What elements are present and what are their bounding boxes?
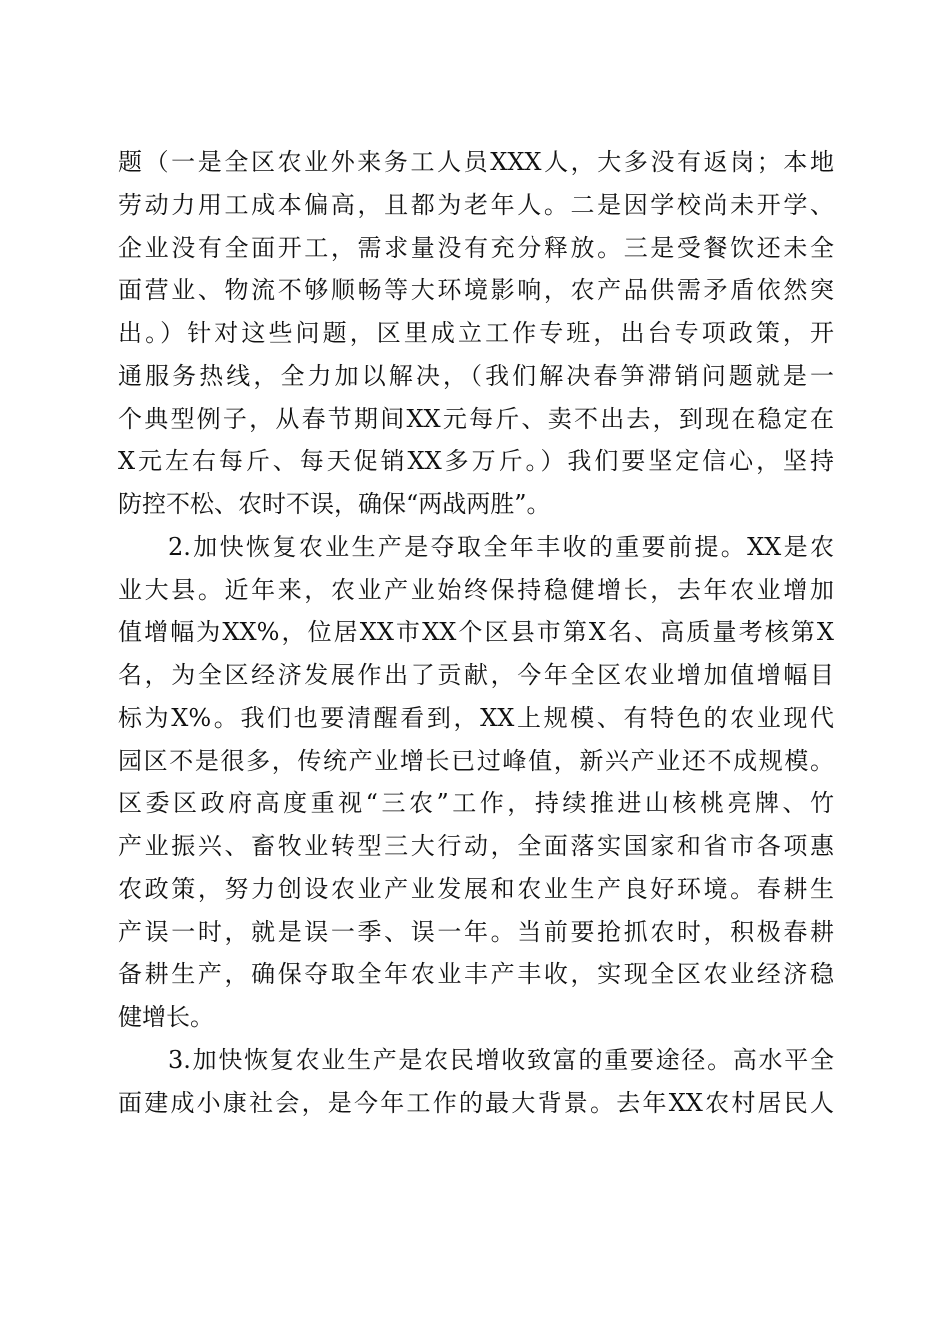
paragraph-1 <box>118 141 834 526</box>
text-line: 企业没有全面开工，需求量没有充分释放。三是受餐饮还未全 <box>118 233 834 262</box>
text-line: 值增幅为XX%，位居XX市XX个区县市第X名、高质量考核第X <box>118 618 834 647</box>
text-line: 农政策，努力创设农业产业发展和农业生产良好环境。春耕生 <box>118 874 834 903</box>
text-line: 题（一是全区农业外来务工人员XXX人，大多没有返岗；本地 <box>118 148 834 176</box>
text-line: 备耕生产，确保夺取全年农业丰产丰收，实现全区农业经济稳 <box>118 960 834 989</box>
text-line: 通服务热线，全力加以解决，（我们解决春笋滞销问题就是一 <box>118 361 834 390</box>
text-line: 名，为全区经济发展作出了贡献，今年全区农业增加值增幅目 <box>118 661 834 689</box>
text-line: 业大县。近年来，农业产业始终保持稳健增长，去年农业增加 <box>118 575 834 604</box>
text-line: 劳动力用工成本偏高，且都为老年人。二是因学校尚未开学、 <box>118 190 834 219</box>
text-line: 出。）针对这些问题，区里成立工作专班，出台专项政策，开 <box>118 319 834 347</box>
text-line: 产业振兴、畜牧业转型三大行动，全面落实国家和省市各项惠 <box>118 832 834 860</box>
document-page <box>118 141 834 1124</box>
paragraph-3 <box>118 1039 834 1125</box>
text-line: 3.加快恢复农业生产是农民增收致富的重要途径。高水平全 <box>168 1045 834 1074</box>
text-line: 防控不松、农时不误，确保“两战两胜”。 <box>118 490 551 518</box>
text-line: 标为X%。我们也要清醒看到，XX上规模、有特色的农业现代 <box>118 703 834 732</box>
text-line: 园区不是很多，传统产业增长已过峰值，新兴产业还不成规模。 <box>118 746 834 775</box>
paragraph-2 <box>118 526 834 1039</box>
text-line: 面建成小康社会，是今年工作的最大背景。去年XX农村居民人 <box>118 1088 834 1117</box>
text-line: X元左右每斤、每天促销XX多万斤。）我们要坚定信心，坚持 <box>118 447 834 476</box>
text-line: 面营业、物流不够顺畅等大环境影响，农产品供需矛盾依然突 <box>118 276 834 305</box>
text-line: 区委区政府高度重视“三农”工作，持续推进山核桃亮牌、竹 <box>118 789 834 818</box>
text-line: 产误一时，就是误一季、误一年。当前要抢抓农时，积极春耕 <box>118 917 834 946</box>
text-line: 健增长。 <box>118 1003 214 1031</box>
text-line: 2.加快恢复农业生产是夺取全年丰收的重要前提。XX是农 <box>168 532 834 561</box>
text-line: 个典型例子，从春节期间XX元每斤、卖不出去，到现在稳定在 <box>118 404 834 433</box>
